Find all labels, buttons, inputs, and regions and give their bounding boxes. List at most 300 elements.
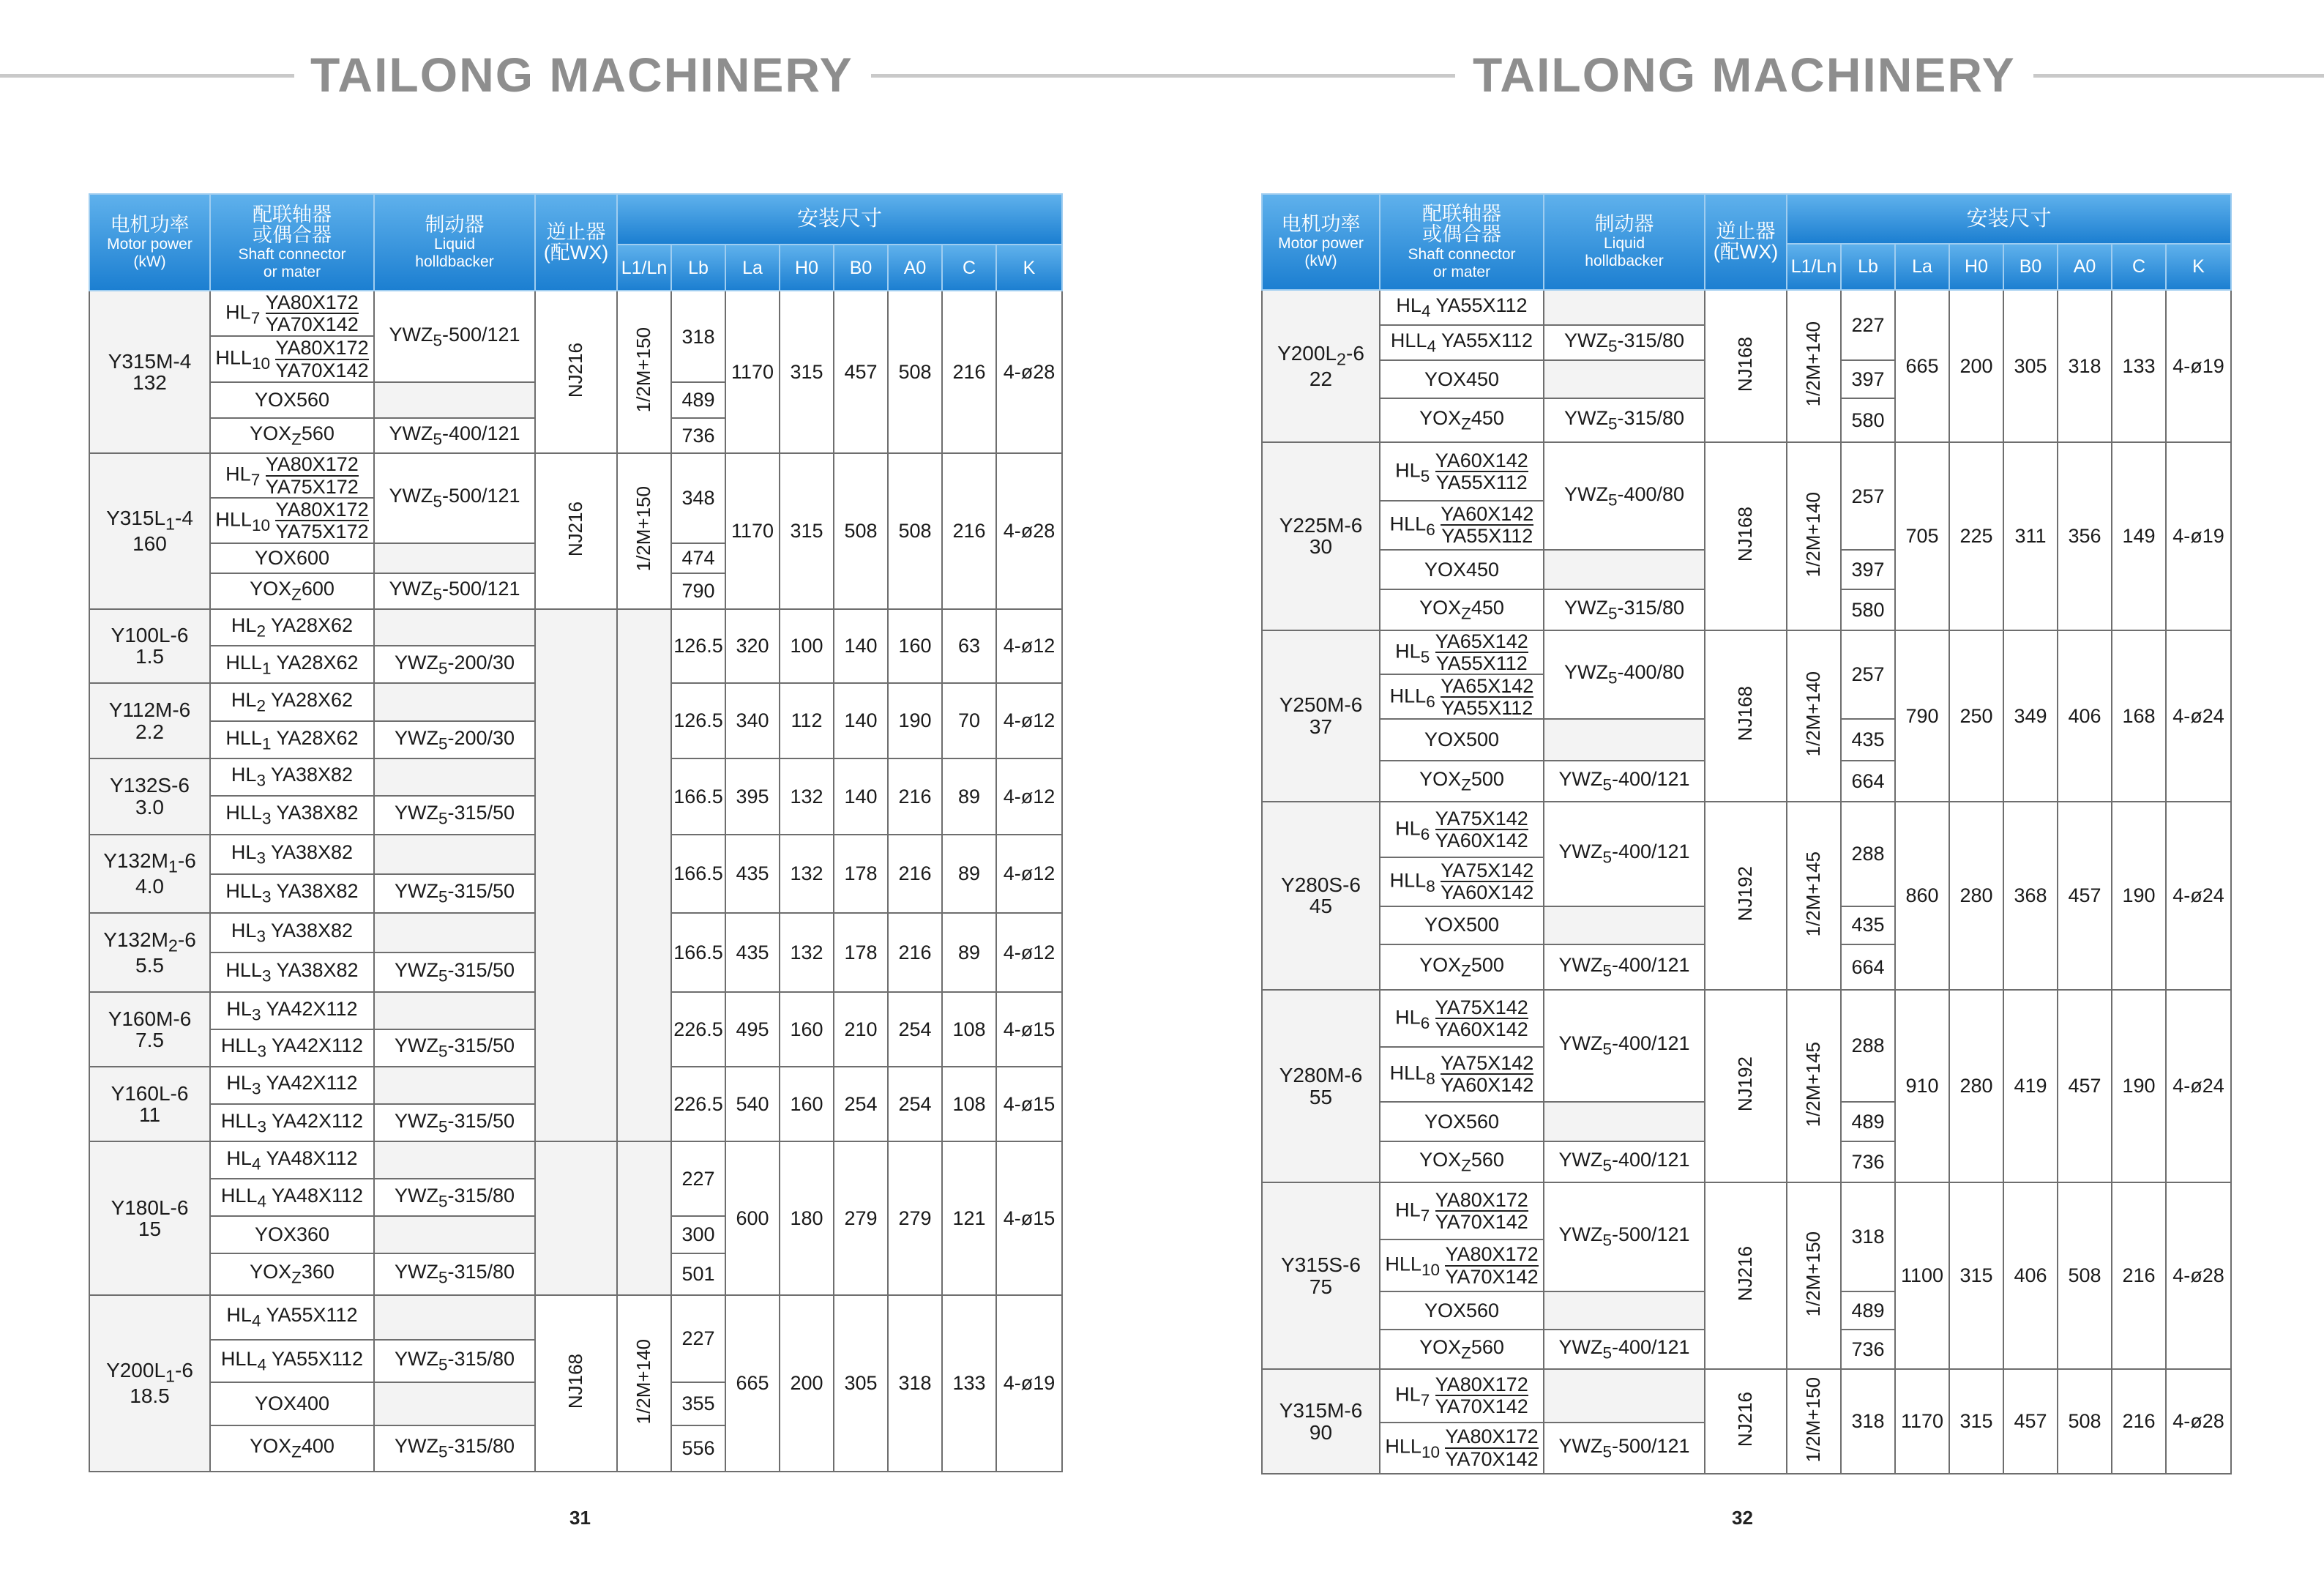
brake-cell bbox=[374, 382, 535, 418]
h0-cell: 200 bbox=[780, 1295, 834, 1472]
brake-cell bbox=[1544, 290, 1705, 325]
lb-cell: 348 bbox=[671, 453, 725, 543]
motor-model-cell: Y132S-6 3.0 bbox=[89, 758, 210, 835]
lb-cell: 397 bbox=[1841, 550, 1895, 589]
h0-cell: 315 bbox=[780, 453, 834, 609]
la-cell: 790 bbox=[1895, 630, 1949, 802]
table-row bbox=[89, 609, 1062, 646]
motor-model-cell: Y112M-6 2.2 bbox=[89, 683, 210, 758]
b0-cell: 140 bbox=[834, 683, 888, 758]
brake-cell: $YWZ_5-500/121$ bbox=[374, 573, 535, 609]
coupling-cell: $YOX_Z560$ bbox=[210, 418, 374, 453]
lb-cell: 226.5 bbox=[671, 1067, 725, 1142]
lb-cell: 736 bbox=[671, 418, 725, 453]
brake-cell bbox=[374, 1067, 535, 1104]
h0-cell: 132 bbox=[780, 913, 834, 992]
brand-rule bbox=[2033, 74, 2324, 78]
brand-rule bbox=[871, 74, 1455, 78]
b0-cell: 368 bbox=[2003, 802, 2058, 990]
brake-cell bbox=[1544, 1291, 1705, 1330]
brake-cell: $YWZ_5-315/80$ bbox=[374, 1253, 535, 1295]
k-cell: 4-ø19 bbox=[2166, 290, 2231, 443]
brake-cell: $YWZ_5-500/121$ bbox=[1544, 1423, 1705, 1475]
b0-cell: 406 bbox=[2003, 1182, 2058, 1369]
brake-cell: $YWZ_5-400/80$ bbox=[1544, 442, 1705, 550]
la-cell: 540 bbox=[725, 1067, 780, 1142]
coupling-cell: $HL_7$ $\frac{YA80X172}{YA70X142}$ bbox=[210, 291, 374, 336]
motor-model-cell: $Y315L_1-4$ 160 bbox=[89, 453, 210, 609]
coupling-cell: YOX500 bbox=[1380, 719, 1544, 760]
brake-cell: $YWZ_5-315/50$ bbox=[374, 796, 535, 835]
lb-cell: 501 bbox=[671, 1253, 725, 1295]
brake-cell: $YWZ_5-500/121$ bbox=[1544, 1182, 1705, 1291]
la-cell: 860 bbox=[1895, 802, 1949, 990]
lb-cell: 435 bbox=[1841, 906, 1895, 944]
lb-cell: 318 bbox=[1841, 1369, 1895, 1474]
motor-model-cell: Y280M-6 55 bbox=[1262, 990, 1380, 1182]
coupling-cell: $HL_6$ $\frac{YA75X142}{YA60X142}$ bbox=[1380, 802, 1544, 857]
h0-cell: 132 bbox=[780, 758, 834, 835]
b0-cell: 140 bbox=[834, 609, 888, 684]
header-brake: 制动器 Liquid holldbacker bbox=[374, 194, 535, 291]
lb-cell: 580 bbox=[1841, 398, 1895, 442]
header-k: K bbox=[2166, 244, 2231, 289]
header-l1ln: L1/Ln bbox=[617, 245, 671, 291]
l1ln-cell bbox=[617, 1141, 671, 1294]
b0-cell: 419 bbox=[2003, 990, 2058, 1182]
a0-cell: 318 bbox=[2058, 290, 2112, 443]
coupling-cell: $HLL_6$ $\frac{YA60X142}{YA55X112}$ bbox=[1380, 501, 1544, 550]
b0-cell: 279 bbox=[834, 1141, 888, 1294]
brake-cell bbox=[374, 609, 535, 646]
a0-cell: 457 bbox=[2058, 802, 2112, 990]
backstop-cell: NJ168 bbox=[1705, 442, 1787, 630]
motor-model-cell: $Y132M_2-6$ 5.5 bbox=[89, 913, 210, 992]
coupling-cell: $HLL_3$ YA38X82 bbox=[210, 796, 374, 835]
k-cell: 4-ø28 bbox=[2166, 1182, 2231, 1369]
brake-cell: $YWZ_5-400/121$ bbox=[1544, 990, 1705, 1102]
b0-cell: 508 bbox=[834, 453, 888, 609]
k-cell: 4-ø12 bbox=[996, 609, 1062, 684]
table-row bbox=[1262, 802, 2231, 857]
b0-cell: 210 bbox=[834, 992, 888, 1067]
table-row bbox=[1262, 290, 2231, 325]
coupling-cell: $HL_2$ YA28X62 bbox=[210, 683, 374, 721]
lb-cell: 355 bbox=[671, 1382, 725, 1425]
lb-cell: 300 bbox=[671, 1216, 725, 1253]
lb-cell: 556 bbox=[671, 1425, 725, 1472]
brake-cell bbox=[1544, 1369, 1705, 1422]
backstop-cell bbox=[535, 609, 617, 1142]
a0-cell: 457 bbox=[2058, 990, 2112, 1182]
motor-model-cell: $Y200L_2-6$ 22 bbox=[1262, 290, 1380, 443]
header-a0: A0 bbox=[888, 245, 942, 291]
coupling-cell: YOX450 bbox=[1380, 360, 1544, 398]
header-c: C bbox=[2112, 244, 2166, 289]
coupling-cell: $HLL_4$ YA55X112 bbox=[210, 1340, 374, 1382]
table-row bbox=[1262, 1369, 2231, 1422]
backstop-cell bbox=[535, 1141, 617, 1294]
a0-cell: 508 bbox=[888, 291, 942, 453]
a0-cell: 190 bbox=[888, 683, 942, 758]
coupling-cell: $HLL_4$ YA48X112 bbox=[210, 1179, 374, 1216]
lb-cell: 288 bbox=[1841, 802, 1895, 906]
coupling-cell: $HL_3$ YA38X82 bbox=[210, 913, 374, 952]
b0-cell: 349 bbox=[2003, 630, 2058, 802]
coupling-cell: $YOX_Z560$ bbox=[1380, 1141, 1544, 1182]
backstop-cell: NJ216 bbox=[535, 291, 617, 453]
h0-cell: 132 bbox=[780, 835, 834, 914]
a0-cell: 216 bbox=[888, 913, 942, 992]
header-la: La bbox=[1895, 244, 1949, 289]
k-cell: 4-ø12 bbox=[996, 835, 1062, 914]
coupling-cell: $HLL_1$ YA28X62 bbox=[210, 646, 374, 683]
h0-cell: 160 bbox=[780, 1067, 834, 1142]
coupling-cell: $HLL_6$ $\frac{YA65X142}{YA55X112}$ bbox=[1380, 674, 1544, 719]
coupling-cell: $YOX_Z500$ bbox=[1380, 944, 1544, 990]
coupling-cell: YOX560 bbox=[1380, 1102, 1544, 1141]
lb-cell: 166.5 bbox=[671, 835, 725, 914]
coupling-cell: YOX400 bbox=[210, 1382, 374, 1425]
backstop-cell: NJ216 bbox=[535, 453, 617, 609]
motor-model-cell: Y160M-6 7.5 bbox=[89, 992, 210, 1067]
coupling-cell: $YOX_Z560$ bbox=[1380, 1330, 1544, 1369]
coupling-cell: $HL_2$ YA28X62 bbox=[210, 609, 374, 646]
k-cell: 4-ø15 bbox=[996, 1141, 1062, 1294]
la-cell: 705 bbox=[1895, 442, 1949, 630]
a0-cell: 254 bbox=[888, 992, 942, 1067]
k-cell: 4-ø15 bbox=[996, 992, 1062, 1067]
coupling-cell: $HLL_1$ YA28X62 bbox=[210, 721, 374, 758]
lb-cell: 227 bbox=[1841, 290, 1895, 360]
c-cell: 216 bbox=[942, 291, 996, 453]
k-cell: 4-ø28 bbox=[2166, 1369, 2231, 1474]
b0-cell: 178 bbox=[834, 913, 888, 992]
table-row bbox=[1262, 442, 2231, 500]
b0-cell: 178 bbox=[834, 835, 888, 914]
motor-model-cell: Y180L-6 15 bbox=[89, 1141, 210, 1294]
backstop-cell: NJ168 bbox=[1705, 290, 1787, 443]
h0-cell: 315 bbox=[1949, 1182, 2003, 1369]
c-cell: 216 bbox=[2112, 1182, 2166, 1369]
table-row bbox=[89, 291, 1062, 336]
a0-cell: 254 bbox=[888, 1067, 942, 1142]
motor-model-cell: Y315M-4 132 bbox=[89, 291, 210, 453]
coupling-cell: $HL_3$ YA42X112 bbox=[210, 1067, 374, 1104]
a0-cell: 216 bbox=[888, 835, 942, 914]
brake-cell bbox=[1544, 906, 1705, 944]
lb-cell: 397 bbox=[1841, 360, 1895, 398]
k-cell: 4-ø28 bbox=[996, 453, 1062, 609]
lb-cell: 257 bbox=[1841, 630, 1895, 720]
coupling-cell: $HLL_{10}$ $\frac{YA80X172}{YA75X172}$ bbox=[210, 498, 374, 543]
la-cell: 340 bbox=[725, 683, 780, 758]
coupling-cell: YOX500 bbox=[1380, 906, 1544, 944]
brake-cell: $YWZ_5-315/80$ bbox=[1544, 589, 1705, 630]
la-cell: 1170 bbox=[725, 453, 780, 609]
h0-cell: 180 bbox=[780, 1141, 834, 1294]
coupling-cell: $HL_3$ YA38X82 bbox=[210, 758, 374, 796]
header-brake: 制动器 Liquid holldbacker bbox=[1544, 194, 1705, 290]
brake-cell: $YWZ_5-315/50$ bbox=[374, 874, 535, 914]
coupling-cell: YOX600 bbox=[210, 543, 374, 573]
la-cell: 435 bbox=[725, 835, 780, 914]
lb-cell: 736 bbox=[1841, 1330, 1895, 1369]
k-cell: 4-ø12 bbox=[996, 758, 1062, 835]
l1ln-cell: 1/2M+145 bbox=[1787, 802, 1841, 990]
brake-cell bbox=[1544, 719, 1705, 760]
brake-cell bbox=[374, 1141, 535, 1179]
header-lb: Lb bbox=[671, 245, 725, 291]
a0-cell: 279 bbox=[888, 1141, 942, 1294]
coupling-cell: $HL_3$ YA38X82 bbox=[210, 835, 374, 874]
brake-cell: $YWZ_5-315/80$ bbox=[374, 1425, 535, 1472]
header-l1ln: L1/Ln bbox=[1787, 244, 1841, 289]
brake-cell bbox=[374, 1295, 535, 1340]
brake-cell: $YWZ_5-200/30$ bbox=[374, 646, 535, 683]
brake-cell bbox=[374, 835, 535, 874]
c-cell: 216 bbox=[2112, 1369, 2166, 1474]
c-cell: 70 bbox=[942, 683, 996, 758]
brake-cell: $YWZ_5-500/121$ bbox=[374, 291, 535, 382]
coupling-cell: $HLL_8$ $\frac{YA75X142}{YA60X142}$ bbox=[1380, 1047, 1544, 1101]
b0-cell: 254 bbox=[834, 1067, 888, 1142]
brake-cell bbox=[1544, 550, 1705, 589]
k-cell: 4-ø19 bbox=[996, 1295, 1062, 1472]
brake-cell bbox=[1544, 1102, 1705, 1141]
coupling-cell: $YOX_Z400$ bbox=[210, 1425, 374, 1472]
motor-model-cell: Y250M-6 37 bbox=[1262, 630, 1380, 802]
coupling-cell: $HL_5$ $\frac{YA60X142}{YA55X112}$ bbox=[1380, 442, 1544, 500]
h0-cell: 112 bbox=[780, 683, 834, 758]
lb-cell: 257 bbox=[1841, 442, 1895, 550]
coupling-cell: $HLL_8$ $\frac{YA75X142}{YA60X142}$ bbox=[1380, 857, 1544, 906]
brake-cell: $YWZ_5-315/50$ bbox=[374, 1104, 535, 1142]
h0-cell: 250 bbox=[1949, 630, 2003, 802]
coupling-cell: $HLL_3$ YA38X82 bbox=[210, 952, 374, 992]
h0-cell: 200 bbox=[1949, 290, 2003, 443]
coupling-cell: $HL_7$ $\frac{YA80X172}{YA70X142}$ bbox=[1380, 1182, 1544, 1239]
b0-cell: 311 bbox=[2003, 442, 2058, 630]
brake-cell: $YWZ_5-400/121$ bbox=[1544, 1330, 1705, 1369]
la-cell: 600 bbox=[725, 1141, 780, 1294]
brake-cell: $YWZ_5-200/30$ bbox=[374, 721, 535, 758]
coupling-cell: YOX560 bbox=[210, 382, 374, 418]
l1ln-cell: 1/2M+140 bbox=[1787, 630, 1841, 802]
brake-cell bbox=[374, 758, 535, 796]
c-cell: 89 bbox=[942, 835, 996, 914]
lb-cell: 318 bbox=[1841, 1182, 1895, 1291]
a0-cell: 508 bbox=[888, 453, 942, 609]
coupling-cell: $HL_7$ $\frac{YA80X172}{YA70X142}$ bbox=[1380, 1369, 1544, 1422]
brand-title-right: TAILONG MACHINERY bbox=[1473, 48, 2016, 102]
h0-cell: 100 bbox=[780, 609, 834, 684]
brake-cell bbox=[374, 543, 535, 573]
c-cell: 190 bbox=[2112, 990, 2166, 1182]
lb-cell: 474 bbox=[671, 543, 725, 573]
k-cell: 4-ø24 bbox=[2166, 990, 2231, 1182]
h0-cell: 280 bbox=[1949, 990, 2003, 1182]
coupling-cell: $HL_4$ YA55X112 bbox=[1380, 290, 1544, 325]
lb-cell: 489 bbox=[671, 382, 725, 418]
header-h0: H0 bbox=[780, 245, 834, 291]
motor-model-cell: $Y132M_1-6$ 4.0 bbox=[89, 835, 210, 914]
lb-cell: 489 bbox=[1841, 1102, 1895, 1141]
brake-cell: $YWZ_5-315/80$ bbox=[374, 1340, 535, 1382]
table-row bbox=[89, 453, 1062, 499]
header-b0: B0 bbox=[834, 245, 888, 291]
lb-cell: 226.5 bbox=[671, 992, 725, 1067]
lb-cell: 126.5 bbox=[671, 609, 725, 684]
h0-cell: 160 bbox=[780, 992, 834, 1067]
page-number-right: 32 bbox=[1732, 1507, 1753, 1529]
a0-cell: 216 bbox=[888, 758, 942, 835]
k-cell: 4-ø19 bbox=[2166, 442, 2231, 630]
table-row bbox=[1262, 990, 2231, 1047]
lb-cell: 166.5 bbox=[671, 758, 725, 835]
lb-cell: 489 bbox=[1841, 1291, 1895, 1330]
coupling-cell: $HL_6$ $\frac{YA75X142}{YA60X142}$ bbox=[1380, 990, 1544, 1047]
lb-cell: 166.5 bbox=[671, 913, 725, 992]
la-cell: 1170 bbox=[1895, 1369, 1949, 1474]
coupling-cell: $HLL_3$ YA42X112 bbox=[210, 1029, 374, 1067]
la-cell: 665 bbox=[1895, 290, 1949, 443]
header-lb: Lb bbox=[1841, 244, 1895, 289]
l1ln-cell: 1/2M+150 bbox=[617, 291, 671, 453]
c-cell: 89 bbox=[942, 758, 996, 835]
lb-cell: 227 bbox=[671, 1141, 725, 1216]
coupling-cell: $HL_3$ YA42X112 bbox=[210, 992, 374, 1029]
coupling-cell: YOX560 bbox=[1380, 1291, 1544, 1330]
c-cell: 108 bbox=[942, 992, 996, 1067]
a0-cell: 508 bbox=[2058, 1369, 2112, 1474]
a0-cell: 406 bbox=[2058, 630, 2112, 802]
la-cell: 1170 bbox=[725, 291, 780, 453]
header-install-dims: 安装尺寸 bbox=[1787, 194, 2231, 244]
b0-cell: 140 bbox=[834, 758, 888, 835]
header-motor-power: 电机功率 Motor power (kW) bbox=[1262, 194, 1380, 290]
brake-cell bbox=[374, 1382, 535, 1425]
coupling-cell: $YOX_Z450$ bbox=[1380, 398, 1544, 442]
backstop-cell: NJ168 bbox=[1705, 630, 1787, 802]
motor-model-cell: Y280S-6 45 bbox=[1262, 802, 1380, 990]
a0-cell: 356 bbox=[2058, 442, 2112, 630]
a0-cell: 318 bbox=[888, 1295, 942, 1472]
table-row bbox=[1262, 630, 2231, 675]
c-cell: 108 bbox=[942, 1067, 996, 1142]
header-row bbox=[89, 194, 1062, 245]
la-cell: 395 bbox=[725, 758, 780, 835]
c-cell: 149 bbox=[2112, 442, 2166, 630]
coupling-cell: $HLL_{10}$ $\frac{YA80X172}{YA70X142}$ bbox=[1380, 1239, 1544, 1291]
lb-cell: 580 bbox=[1841, 589, 1895, 630]
l1ln-cell: 1/2M+145 bbox=[1787, 990, 1841, 1182]
brake-cell: $YWZ_5-315/50$ bbox=[374, 952, 535, 992]
l1ln-cell bbox=[617, 609, 671, 1142]
brand-title-left: TAILONG MACHINERY bbox=[310, 48, 853, 102]
header-shaft-connector: 配联轴器 或偶合器 Shaft connector or mater bbox=[210, 194, 374, 291]
coupling-cell: $HL_5$ $\frac{YA65X142}{YA55X112}$ bbox=[1380, 630, 1544, 675]
brake-cell: $YWZ_5-400/121$ bbox=[1544, 802, 1705, 906]
brand-rule bbox=[0, 74, 294, 78]
lb-cell: 288 bbox=[1841, 990, 1895, 1102]
coupling-cell: $HLL_4$ YA55X112 bbox=[1380, 325, 1544, 360]
k-cell: 4-ø24 bbox=[2166, 630, 2231, 802]
page-number-left: 31 bbox=[569, 1507, 591, 1529]
la-cell: 435 bbox=[725, 913, 780, 992]
brake-cell: $YWZ_5-500/121$ bbox=[374, 453, 535, 543]
header-backstop: 逆止器 (配WX) bbox=[1705, 194, 1787, 290]
la-cell: 495 bbox=[725, 992, 780, 1067]
lb-cell: 736 bbox=[1841, 1141, 1895, 1182]
brake-cell bbox=[374, 1216, 535, 1253]
motor-model-cell: Y315M-6 90 bbox=[1262, 1369, 1380, 1474]
brake-cell bbox=[374, 913, 535, 952]
c-cell: 121 bbox=[942, 1141, 996, 1294]
la-cell: 665 bbox=[725, 1295, 780, 1472]
brake-cell bbox=[1544, 360, 1705, 398]
table-row bbox=[1262, 1182, 2231, 1239]
h0-cell: 315 bbox=[1949, 1369, 2003, 1474]
backstop-cell: NJ192 bbox=[1705, 990, 1787, 1182]
coupling-cell: YOX360 bbox=[210, 1216, 374, 1253]
coupling-cell: $HL_7$ $\frac{YA80X172}{YA75X172}$ bbox=[210, 453, 374, 499]
spec-table-left bbox=[89, 193, 1063, 1472]
h0-cell: 315 bbox=[780, 291, 834, 453]
c-cell: 133 bbox=[942, 1295, 996, 1472]
c-cell: 63 bbox=[942, 609, 996, 684]
l1ln-cell: 1/2M+140 bbox=[617, 1295, 671, 1472]
header-row bbox=[1262, 194, 2231, 244]
c-cell: 168 bbox=[2112, 630, 2166, 802]
l1ln-cell: 1/2M+150 bbox=[617, 453, 671, 609]
backstop-cell: NJ216 bbox=[1705, 1182, 1787, 1369]
header-c: C bbox=[942, 245, 996, 291]
coupling-cell: $HLL_{10}$ $\frac{YA80X172}{YA70X142}$ bbox=[210, 336, 374, 382]
b0-cell: 305 bbox=[834, 1295, 888, 1472]
header-install-dims: 安装尺寸 bbox=[617, 194, 1062, 245]
la-cell: 1100 bbox=[1895, 1182, 1949, 1369]
coupling-cell: $HLL_{10}$ $\frac{YA80X172}{YA70X142}$ bbox=[1380, 1423, 1544, 1475]
l1ln-cell: 1/2M+140 bbox=[1787, 290, 1841, 443]
spec-table-right bbox=[1261, 193, 2232, 1475]
backstop-cell: NJ168 bbox=[535, 1295, 617, 1472]
k-cell: 4-ø15 bbox=[996, 1067, 1062, 1142]
brake-cell: $YWZ_5-315/50$ bbox=[374, 1029, 535, 1067]
header-shaft-connector: 配联轴器 或偶合器 Shaft connector or mater bbox=[1380, 194, 1544, 290]
motor-model-cell: Y100L-6 1.5 bbox=[89, 609, 210, 684]
b0-cell: 305 bbox=[2003, 290, 2058, 443]
h0-cell: 280 bbox=[1949, 802, 2003, 990]
brake-cell: $YWZ_5-400/121$ bbox=[1544, 761, 1705, 802]
header-backstop: 逆止器 (配WX) bbox=[535, 194, 617, 291]
k-cell: 4-ø12 bbox=[996, 683, 1062, 758]
lb-cell: 318 bbox=[671, 291, 725, 382]
l1ln-cell: 1/2M+140 bbox=[1787, 442, 1841, 630]
k-cell: 4-ø24 bbox=[2166, 802, 2231, 990]
header-h0: H0 bbox=[1949, 244, 2003, 289]
coupling-cell: $YOX_Z450$ bbox=[1380, 589, 1544, 630]
coupling-cell: $HLL_3$ YA38X82 bbox=[210, 874, 374, 914]
brake-cell: $YWZ_5-400/80$ bbox=[1544, 630, 1705, 720]
lb-cell: 227 bbox=[671, 1295, 725, 1382]
lb-cell: 435 bbox=[1841, 719, 1895, 760]
brake-cell: $YWZ_5-400/121$ bbox=[1544, 944, 1705, 990]
c-cell: 133 bbox=[2112, 290, 2166, 443]
coupling-cell: $HLL_3$ YA42X112 bbox=[210, 1104, 374, 1142]
l1ln-cell: 1/2M+150 bbox=[1787, 1182, 1841, 1369]
backstop-cell: NJ216 bbox=[1705, 1369, 1787, 1474]
